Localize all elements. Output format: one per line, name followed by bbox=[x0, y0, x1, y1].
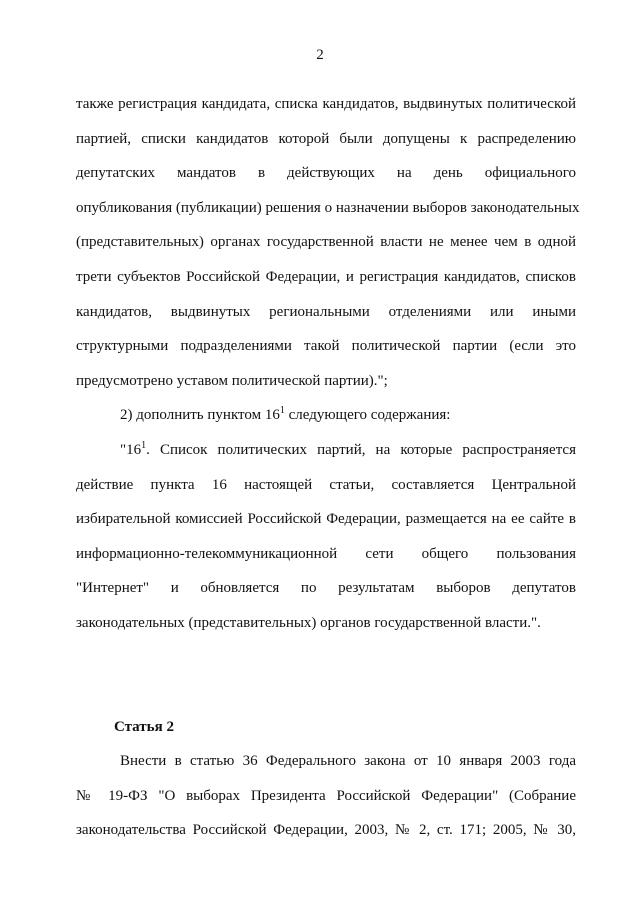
amend-text-before: 2) дополнить пунктом 16 bbox=[120, 407, 280, 424]
paragraph-amend-point bbox=[76, 398, 576, 433]
text-line: опубликования (публикации) решения о назначении выборов законодательных bbox=[76, 199, 580, 216]
text-line: партией, списки кандидатов которой были допущены к распределению bbox=[76, 130, 576, 147]
text-line: действие пункта 16 настоящей статьи, составляется Центральной bbox=[76, 476, 576, 493]
page-number: 2 bbox=[316, 47, 324, 63]
text-line: структурными подразделениями такой политической партии (если это bbox=[76, 338, 576, 355]
superscript: 1 bbox=[279, 405, 285, 417]
text-line: № 19-ФЗ "О выборах Президента Российской Федерации" (Собрание bbox=[76, 787, 576, 804]
text-line bbox=[76, 433, 576, 468]
amend-text-after: следующего содержания: bbox=[284, 407, 451, 424]
text-line: Внести в статью 36 Федерального закона от 10 января 2003 года bbox=[120, 753, 576, 770]
text-line: (представительных) органах государственной власти не менее чем в одной bbox=[76, 234, 576, 251]
spacer bbox=[76, 641, 576, 676]
text-line: депутатских мандатов в действующих на день официального bbox=[76, 165, 576, 182]
paragraph-article-2 bbox=[76, 744, 576, 848]
text-line: "Интернет" и обновляется по результатам выборов депутатов bbox=[76, 580, 576, 597]
text-line: трети субъектов Российской Федерации, и регистрация кандидатов, списков bbox=[76, 268, 576, 285]
point-text: . Список политических партий, на которые распространяется bbox=[146, 441, 576, 458]
text-line: законодательных (представительных) органов государственной власти.". bbox=[76, 614, 541, 631]
text-line: информационно-телекоммуникационной сети общего пользования bbox=[76, 545, 576, 562]
spacer bbox=[76, 675, 576, 710]
text-line: кандидатов, выдвинутых региональными отделениями или иными bbox=[76, 303, 576, 320]
document-body bbox=[76, 87, 580, 848]
article-heading: Статья 2 bbox=[114, 718, 174, 735]
paragraph-registration bbox=[76, 87, 580, 398]
superscript: 1 bbox=[141, 439, 147, 451]
text-line: избирательной комиссией Российской Федерации, размещается на ее сайте в bbox=[76, 511, 576, 528]
text-line: законодательства Российской Федерации, 2003, № 2, ст. 171; 2005, № 30, bbox=[76, 822, 576, 839]
text-line: предусмотрено уставом политической партии)."; bbox=[76, 372, 388, 389]
text-line: также регистрация кандидата, списка кандидатов, выдвинутых политической bbox=[76, 96, 576, 112]
paragraph-party-list bbox=[76, 433, 576, 641]
point-number: "16 bbox=[120, 441, 142, 458]
